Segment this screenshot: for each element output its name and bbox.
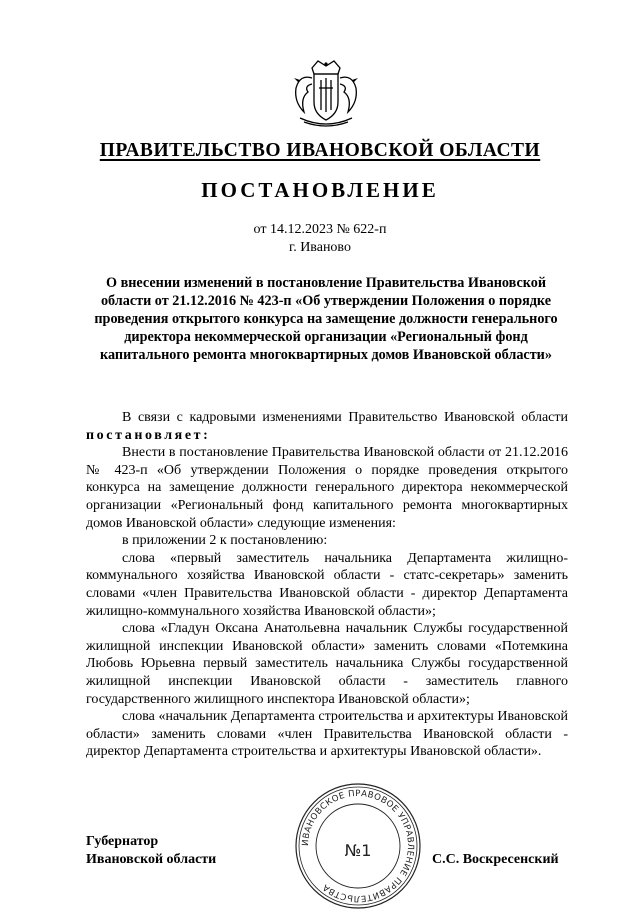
paragraph-appendix: в приложении 2 к постановлению: [122, 533, 328, 549]
signatory-position [86, 833, 216, 869]
resolves-word: постановляет: [86, 427, 211, 443]
preamble-text: В связи с кадровыми изменениями Правительство Ивановской области [122, 410, 568, 425]
paragraph-change-2: слова «Гладун Оксана Анатольевна начальник Службы государственной жилищной инспекции Ивановской области» заменить словами «Потемкина Любовь Юрьевна первый заместитель начальника Службы государственной жилищной инспекции Ивановской области - заместитель главного государственного жилищного инспектора Ивановской области»; [86, 621, 568, 707]
paragraph-preamble [86, 409, 568, 444]
signatory-name: С.С. Воскресенский [432, 852, 559, 867]
coat-of-arms-icon [290, 58, 362, 130]
city: г. Иваново [289, 240, 351, 255]
stamp-number: №1 [344, 841, 372, 860]
paragraph-change-3: слова «начальник Департамента строительства и архитектуры Ивановской области» заменить словами «член Правительства Ивановской области - директор Департамента строительства и архитектуры Ивановской области». [86, 709, 568, 760]
date-number-block [0, 221, 640, 257]
position-region: Ивановской области [86, 852, 217, 867]
document-body [86, 409, 568, 761]
date-and-number: от 14.12.2023 № 622-п [253, 222, 387, 237]
position-title: Губернатор [86, 834, 159, 849]
paragraph-amend: Внести в постановление Правительства Ивановской области от 21.12.2016 № 423-п «Об утверждении Положения о порядке проведения открытого конкурса на замещение должности генерального директора некоммерческой организации «Региональный фонд капитального ремонта многоквартирных домов Ивановской области» следующие изменения: [86, 445, 568, 531]
government-heading: ПРАВИТЕЛЬСТВО ИВАНОВСКОЙ ОБЛАСТИ [99, 140, 541, 161]
stamp-ring-text: ИВАНОВСКОЕ ПРАВОВОЕ УПРАВЛЕНИЕ ПРАВИТЕЛЬСТВА [300, 788, 416, 904]
official-stamp [292, 780, 424, 912]
document-type-heading: ПОСТАНОВЛЕНИЕ [201, 178, 439, 202]
paragraph-change-1: слова «первый заместитель начальника Департамента жилищно-коммунального хозяйства Ивановской области - статс-секретарь» заменить словами «член Правительства Ивановской области - директор Департамента жилищно-коммунального хозяйства Ивановской области»; [86, 550, 568, 619]
document-title: О внесении изменений в постановление Правительства Ивановской области от 21.12.2016 № 423-п «Об утверждении Положения о порядке проведения открытого конкурса на замещение должности генерального директора некоммерческой организации «Региональный фонд капитального ремонта многоквартирных домов Ивановской области» [94, 275, 558, 363]
